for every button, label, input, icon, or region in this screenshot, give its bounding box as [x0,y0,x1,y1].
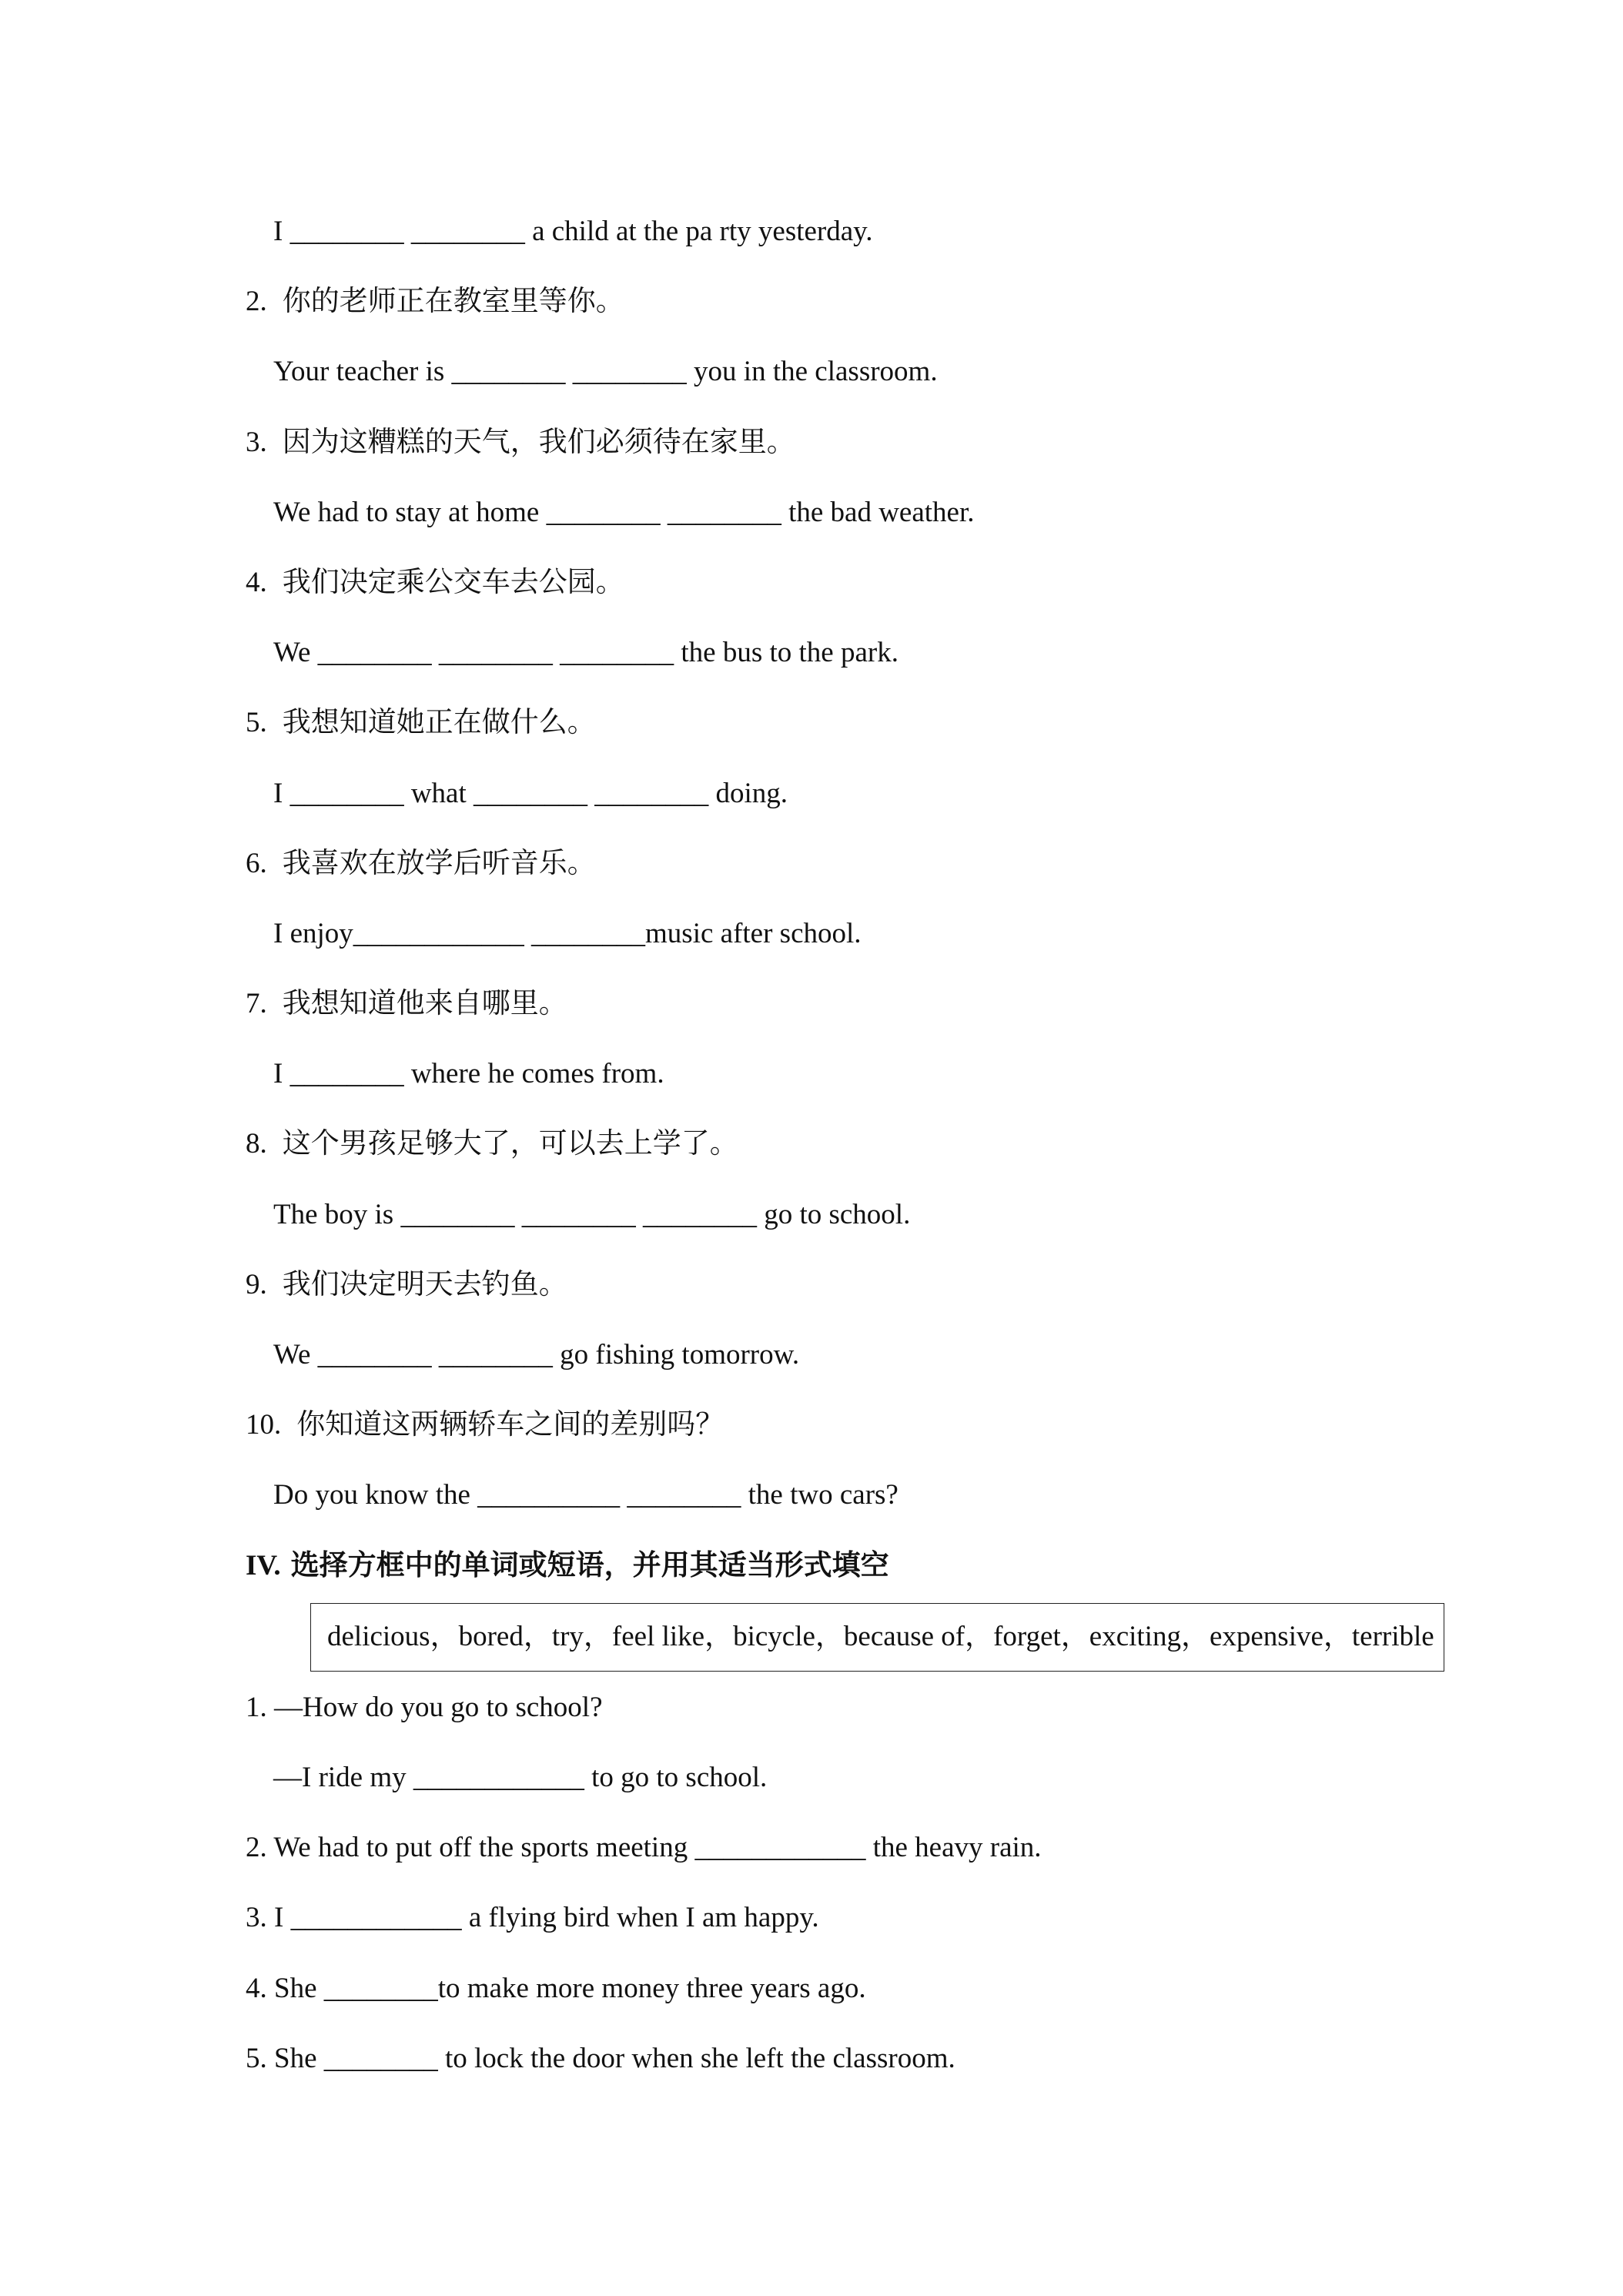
chinese-sentence: 我想知道她正在做什么。 [282,707,596,739]
part3-item8-english: The boy is ________ ________ ________ go to school. [273,1198,911,1230]
part3-item2-english: Your teacher is ________ ________ you in the classroom. [273,356,938,388]
item-text: She ________to make more money three years ago. [274,1972,866,2004]
item-number: 9. [246,1268,267,1300]
item-number: 2. [246,286,267,318]
item-number: 4. [246,1972,267,2004]
part3-item10-english: Do you know the __________ ________ the two cars? [273,1479,899,1511]
chinese-sentence: 你知道这两辆轿车之间的差别吗？ [296,1409,724,1441]
part3-item3-english: We had to stay at home ________ ________ the bad weather. [273,496,975,528]
item-number: 8. [246,1128,267,1160]
part4-item1-reply: —I ride my ____________ to go to school. [273,1761,768,1793]
part3-item8-chinese [0,1109,1623,1179]
part3-item5-english: I ________ what ________ ________ doing. [273,777,788,809]
part3-item7-english: I ________ where he comes from. [273,1058,664,1090]
item-number: 6. [246,847,267,879]
part4-heading [0,1531,1623,1601]
chinese-sentence: 你的老师正在教室里等你。 [282,286,624,318]
section-number: IV. [246,1549,281,1581]
part4-item4 [0,1953,1623,2023]
part4-item3 [0,1883,1623,1953]
item-text: She ________ to lock the door when she left the classroom. [274,2042,955,2074]
chinese-sentence: 我们决定乘公交车去公园。 [282,566,624,598]
item-text: I ____________ a flying bird when I am happy. [274,1902,819,1934]
part3-item6-chinese [0,828,1623,899]
worksheet-content [0,196,1623,2094]
chinese-sentence: 这个男孩足够大了，可以去上学了。 [282,1128,738,1160]
chinese-sentence: 我喜欢在放学后听音乐。 [282,847,596,879]
item-number: 3. [246,426,267,458]
item-number: 10. [246,1409,282,1441]
part4-item1-question [0,1672,1623,1742]
item-text: —How do you go to school? [274,1691,603,1723]
part4-item2 [0,1812,1623,1883]
part3-item7-chinese [0,969,1623,1039]
item-text: We had to put off the sports meeting ____________ the heavy rain. [273,1832,1042,1864]
chinese-sentence: 因为这糟糕的天气，我们必须待在家里。 [282,426,795,458]
part3-item2-chinese [0,266,1623,336]
word-bank-box: delicious，bored，try，feel like，bicycle，because of，forget，exciting，expensive，terrible [310,1603,1444,1672]
item-number: 5. [246,707,267,739]
part3-item9-chinese [0,1250,1623,1320]
chinese-sentence: 我们决定明天去钓鱼。 [282,1268,567,1300]
part3-item6-english: I enjoy____________ ________music after school. [273,917,862,949]
part3-item3-chinese [0,407,1623,477]
item-number: 2. [246,1832,267,1864]
part3-item9-english: We ________ ________ go fishing tomorrow. [273,1339,800,1371]
item-number: 4. [246,566,267,598]
part3-item4-chinese [0,547,1623,618]
part3-item5-chinese [0,688,1623,758]
part3-item4-english: We ________ ________ ________ the bus to the park. [273,637,899,669]
item-number: 7. [246,988,267,1020]
item-number: 3. [246,1902,267,1934]
section-instruction: 选择方框中的单词或短语，并用其适当形式填空 [290,1549,889,1581]
word-box-row [0,1601,1623,1672]
part4-item5 [0,2023,1623,2094]
item-number: 1. [246,1691,267,1723]
item-number: 5. [246,2042,267,2074]
part3-item1-english: I ________ ________ a child at the pa rty yesterday. [273,216,873,247]
part3-item10-chinese [0,1390,1623,1460]
chinese-sentence: 我想知道他来自哪里。 [282,988,567,1020]
